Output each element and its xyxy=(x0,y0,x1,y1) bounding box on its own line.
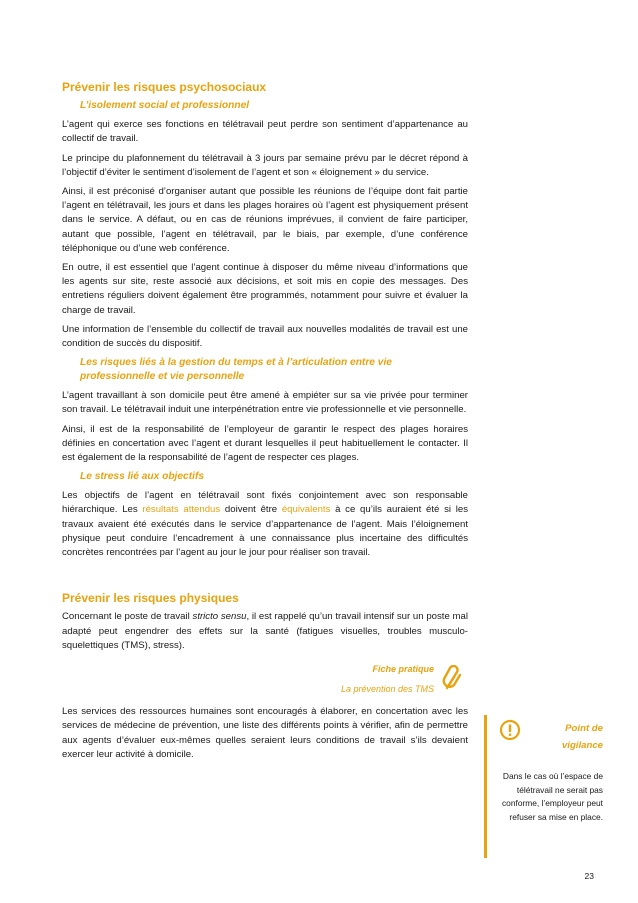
fiche-pratique[interactable] xyxy=(62,659,434,699)
section-title-psychosocial: Prévenir les risques psychosociaux xyxy=(62,80,267,94)
text-run: doivent être xyxy=(220,504,282,516)
paragraph: Une information de l’ensemble du collectif de travail aux nouvelles modalités de travail est une condition de succès du dispositif. xyxy=(62,323,468,350)
highlight-equivalents: équivalents xyxy=(281,504,331,516)
paragraph-poste xyxy=(62,610,468,653)
paragraph-rh: Les services des ressources humaines sont encouragés à élaborer, en concertation avec les services de médecine de prévention, une liste des différents points à vérifier, afin de permettre aux agents d’évaluer eux-mêmes quelles seraient leurs conditions de travail s’ils devaient exercer leur activité à domicile. xyxy=(62,706,468,760)
exclamation-circle-icon xyxy=(499,719,521,746)
main-column xyxy=(62,80,468,767)
vigilance-title-line2: vigilance xyxy=(561,740,603,751)
section-title-physiques: Prévenir les risques physiques xyxy=(62,591,239,606)
paragraph: Le principe du plafonnement du télétravail à 3 jours par semaine prévu par le décret répond à l’objectif d’éviter le sentiment d’isolement de l’agent et son « éloignement » du service. xyxy=(62,152,468,178)
subheading-gestion-temps: Les risques liés à la gestion du temps et à l’articulation entre vie professionnelle et vie personnelle xyxy=(80,357,392,383)
text-run: Les objectifs de l’agent en télétravail sont fixés conjointement avec son responsable hiérarchique. Les xyxy=(62,490,468,516)
text-run: Concernant le poste de travail xyxy=(62,611,193,623)
subheading-isolement: L’isolement social et professionnel xyxy=(80,100,250,112)
paragraph: L’agent travaillant à son domicile peut être amené à empiéter sur sa vie privée pour terminer son travail. Le télétravail induit une interpénétration entre vie professionnelle et vie personnelle. xyxy=(62,390,468,416)
vigilance-body: Dans le cas où l’espace de télétravail ne serait pas conforme, l’employeur peut refuser sa mise en place. xyxy=(501,771,603,822)
vigilance-box xyxy=(484,715,605,858)
fiche-pratique-link[interactable]: La prévention des TMS xyxy=(340,684,434,695)
paragraph: L’agent qui exerce ses fonctions en télétravail peut perdre son sentiment d’appartenance au collectif de travail. xyxy=(62,119,468,145)
fiche-pratique-title: Fiche pratique xyxy=(372,664,434,675)
highlight-resultats: résultats attendus xyxy=(142,504,221,516)
paragraph-objectifs xyxy=(62,489,468,560)
text-emphasis: stricto sensu xyxy=(192,611,247,623)
vigilance-title xyxy=(562,720,603,754)
paragraph: En outre, il est essentiel que l’agent continue à disposer du même niveau d’informations que les agents sur site, reste associé aux décisions, et soit mis en copie des messages. Des entretiens réguliers doivent également être programmés, notamment pour suivre et évaluer la charge de travail. xyxy=(62,262,468,316)
page-number: 23 xyxy=(584,871,594,881)
paragraph: Ainsi, il est de la responsabilité de l’employeur de garantir le respect des plages horaires définies en concertation avec l’agent et durant lesquelles il peut habituellement le contacter. Il est également de la responsabilité de l’agent de respecter ces plages. xyxy=(62,423,468,464)
paragraph: Ainsi, il est préconisé d’organiser autant que possible les réunions de l’équipe dont fait partie l’agent en télétravail, les jours et dans les plages horaires où l’agent est physiquement présent dans le service. A défaut, ou en cas de réunions imprévues, il convient de faire participer, autant que possible, l’agent en télétravail, par le biais, par exemple, d’une conférence téléphonique ou d’une web conférence. xyxy=(62,186,468,254)
text-run: , il est rappelé qu’un travail intensif sur un poste mal adapté peut engendrer des effets sur la santé (fatigues visuelles, troubles musculo-squelettiques (TMS), stress). xyxy=(62,611,468,651)
vigilance-title-line1: Point de xyxy=(565,723,603,734)
text-run: à ce qu’ils auraient été si les travaux avaient été exécutés dans le service d’appartenance de l’agent. Mais l’éloignement physique peut conduire l’encadrement à une connaissance plus incertaine des difficultés concrètes rencontrées par l’agent au jour le jour pour réaliser son travail. xyxy=(62,504,469,559)
paperclip-icon xyxy=(442,665,464,700)
subheading-stress: Le stress lié aux objectifs xyxy=(80,471,205,483)
